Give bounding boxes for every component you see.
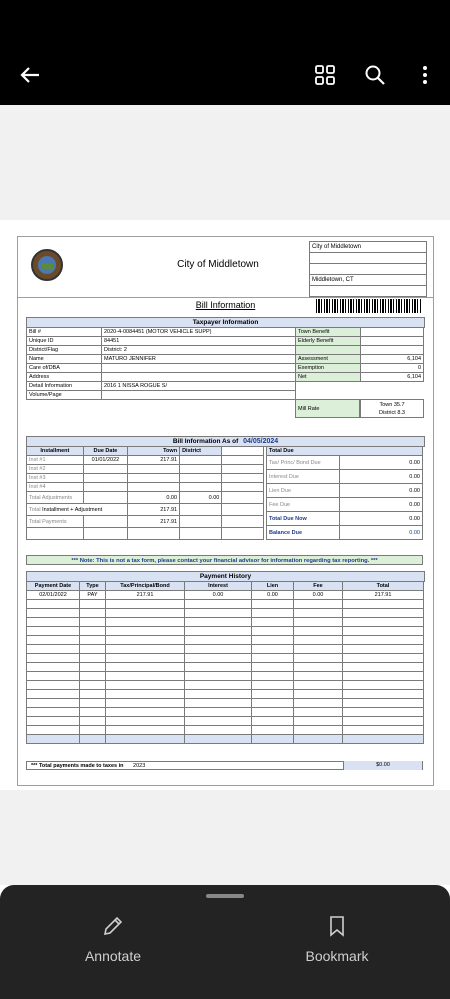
bookmark-icon <box>326 915 348 937</box>
installment-row: Inst #1 01/01/2022 217.91 <box>27 456 264 465</box>
taxpayer-summary-row: Town Benefit <box>296 328 424 337</box>
payment-history-table <box>26 581 424 744</box>
taxpayer-summary-table <box>295 327 424 382</box>
viewer-background <box>0 105 450 220</box>
mill-rate-label: Mill Rate <box>295 399 360 418</box>
total-payments-footer: *** Total payments made to taxes in 2023 $0.00 <box>26 761 423 770</box>
payment-history-header-row: Payment Date Type Tax/Principal/Bond Interest Lien Fee Total <box>27 582 424 591</box>
payment-history-total-row <box>27 735 424 744</box>
taxpayer-row: Unique ID 84451 <box>27 337 296 346</box>
total-payments-row: Total Payments 217.91 <box>27 516 264 528</box>
installment-table <box>26 446 264 540</box>
payment-history-empty-row <box>27 726 424 735</box>
payment-history-empty-row <box>27 672 424 681</box>
total-due-row: Fee Due 0.00 <box>267 498 423 512</box>
annotate-button[interactable] <box>53 915 173 975</box>
taxpayer-row: District/Flag District: 2 <box>27 346 296 355</box>
taxpayer-row: Address <box>27 373 296 382</box>
payment-history-empty-row <box>27 699 424 708</box>
payment-history-empty-row <box>27 636 424 645</box>
payment-history-empty-row <box>27 618 424 627</box>
grid-view-icon[interactable] <box>310 60 340 90</box>
adjustments-row: Total Adjustments 0.00 0.00 <box>27 492 264 504</box>
tax-note: *** Note: This is not a tax form, please contact your financial advisor for information regarding tax reporting. *** <box>26 555 423 565</box>
taxpayer-summary-row: Elderly Benefit <box>296 337 424 346</box>
taxpayer-row: Bill # 2020-4-0084451 (MOTOR VEHICLE SUPP) <box>27 328 296 337</box>
total-due-row: Balance Due 0.00 <box>267 526 423 540</box>
payment-history-empty-row <box>27 708 424 717</box>
installment-header-row: Installment Due Date Town District <box>27 447 264 456</box>
city-seal-icon <box>31 249 63 281</box>
taxpayer-row: Volume/Page <box>27 391 296 400</box>
payment-history-empty-row <box>27 600 424 609</box>
bottom-action-bar <box>0 885 450 999</box>
mill-rate-value: Town 35.7 District 8.3 <box>360 399 424 418</box>
section-title: Bill Information <box>195 300 256 310</box>
municipality-title: City of Middletown <box>177 259 259 270</box>
installment-row: Inst #4 <box>27 483 264 492</box>
barcode <box>316 299 422 313</box>
total-due-row: Tax/ Princ/ Bond Due 0.00 <box>267 456 423 470</box>
taxpayer-row: Care of/DBA <box>27 364 296 373</box>
payment-history-empty-row <box>27 663 424 672</box>
bookmark-label: Bookmark <box>305 948 369 964</box>
payment-history-empty-row <box>27 654 424 663</box>
payment-history-empty-row <box>27 645 424 654</box>
taxpayer-summary-row: Net 6,104 <box>296 373 424 382</box>
pencil-icon <box>102 915 124 937</box>
taxpayer-row: Name MATURO JENNIFER <box>27 355 296 364</box>
viewer-background-lower <box>0 790 450 885</box>
top-app-bar <box>0 0 450 105</box>
payment-history-empty-row <box>27 681 424 690</box>
header-address-box: City of Middletown Middletown, CT <box>309 241 427 297</box>
search-icon[interactable] <box>360 60 390 90</box>
installment-row: Inst #3 <box>27 474 264 483</box>
annotate-label: Annotate <box>84 948 142 964</box>
total-due-row: Total Due Now 0.00 <box>267 512 423 526</box>
payment-history-empty-row <box>27 627 424 636</box>
more-options-icon[interactable] <box>410 60 440 90</box>
payment-history-empty-row <box>27 717 424 726</box>
payment-history-empty-row <box>27 609 424 618</box>
document-page[interactable] <box>17 236 434 786</box>
payment-history-title: Payment History <box>26 571 425 582</box>
installment-plus-adjustment-row: Total Installment + Adjustment 217.91 <box>27 504 264 516</box>
payment-history-empty-row <box>27 690 424 699</box>
total-due-row: Interest Due 0.00 <box>267 470 423 484</box>
taxpayer-row: Detail Information 2016 1 NISSA ROGUE S/ <box>27 382 296 391</box>
total-due-row: Lien Due 0.00 <box>267 484 423 498</box>
taxpayer-summary-row: Exemption 0 <box>296 364 424 373</box>
total-due-table <box>266 446 423 540</box>
payment-history-row: 02/01/2022 PAY 217.91 0.00 0.00 0.00 217.91 <box>27 591 424 600</box>
taxpayer-info-title: Taxpayer Information <box>26 317 425 328</box>
drag-handle[interactable] <box>206 894 244 898</box>
taxpayer-summary-row: Assessment 6,104 <box>296 355 424 364</box>
taxpayer-summary-row <box>296 346 424 355</box>
back-arrow-icon[interactable] <box>15 60 45 90</box>
installment-row: Inst #2 <box>27 465 264 474</box>
total-due-header-row: Total Due <box>267 447 423 456</box>
taxpayer-info-table <box>26 327 296 400</box>
bookmark-button[interactable] <box>277 915 397 975</box>
bill-info-title: Bill Information As of 04/05/2024 <box>26 436 425 447</box>
installment-blank-row <box>27 528 264 540</box>
